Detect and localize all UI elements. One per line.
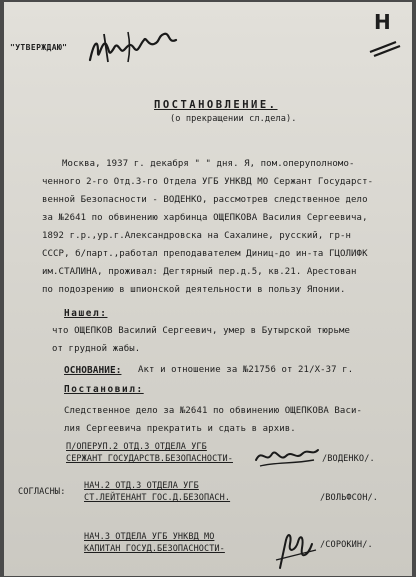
found-line: что ОЩЕПКОВ Василий Сергеевич, умер в Бутырской тюрьме (52, 326, 350, 336)
found-heading: Нашел: (64, 308, 108, 319)
basis-label: ОСНОВАНИЕ: (64, 365, 122, 376)
signature-title-line: СТ.ЛЕЙТЕНАНТ ГОС.Д.БЕЗОПАСН. (84, 493, 231, 503)
body-line: им.СТАЛИНА, проживал: Дегтярный пер.д.5, кв.21. Арестован (42, 267, 357, 277)
decree-line: Следственное дело за №2641 по обвинению ОЩЕПКОВА Васи- (64, 406, 362, 416)
approve-stamp: "УТВЕРЖДАЮ" (10, 43, 68, 52)
body-line: за №2641 по обвинению харбинца ОЩЕПКОВА Василия Сергеевича, (42, 213, 368, 223)
body-line: СССР, б/парт.,работал преподавателем Диниц-до ин-та ГЦОЛИФК (42, 249, 368, 259)
agreed-label: СОГЛАСНЫ: (18, 487, 66, 497)
signature-title-line: СЕРЖАНТ ГОСУДАРСТВ.БЕЗОПАСНОСТИ- (66, 454, 233, 464)
corner-mark: Н (374, 10, 391, 34)
page-subtitle: (о прекращении сл.дела). (170, 114, 297, 124)
signature-title-line: НАЧ.2 ОТД.3 ОТДЕЛА УГБ (84, 481, 199, 491)
signature-title-line: КАПИТАН ГОСУД.БЕЗОПАСНОСТИ- (84, 544, 225, 554)
decree-heading: Постановил: (64, 384, 144, 395)
document-sheet (4, 2, 412, 576)
signature-title-line: П/ОПЕРУП.2 ОТД.3 ОТДЕЛА УГБ (66, 442, 207, 452)
approval-signature (84, 22, 194, 72)
signature-title-line: НАЧ.3 ОТДЕЛА УГБ УНКВД МО (84, 532, 215, 542)
found-line: от грудной жабы. (52, 344, 141, 354)
body-line: венной Безопасности - ВОДЕНКО, рассмотрев следственное дело (42, 195, 368, 205)
page-title: ПОСТАНОВЛЕНИЕ. (154, 99, 278, 111)
body-line: ченного 2-го Отд.3-го Отдела УГБ УНКВД МО Сержант Государст- (42, 177, 374, 187)
body-line: Москва, 1937 г. декабря " " дня. Я, пом.оперуполномо- (62, 159, 355, 169)
decree-line: лия Сергеевича прекратить и сдать в архив. (64, 424, 296, 434)
signatory-name: /ВОЛЬФСОН/. (320, 493, 379, 503)
chief-signature (272, 520, 322, 574)
body-line: по подозрению в шпионской деятельности в пользу Японии. (42, 285, 346, 295)
basis-text: Акт и отношение за №21756 от 21/X-37 г. (138, 365, 354, 375)
handwritten-signature (252, 438, 322, 472)
body-line: 1892 г.р.,ур.г.Александровска на Сахалине, русский, гр-н (42, 231, 352, 241)
corner-underline (366, 38, 406, 58)
signatory-name: /ВОДЕНКО/. (322, 454, 375, 464)
signatory-name: /СОРОКИН/. (320, 540, 373, 550)
